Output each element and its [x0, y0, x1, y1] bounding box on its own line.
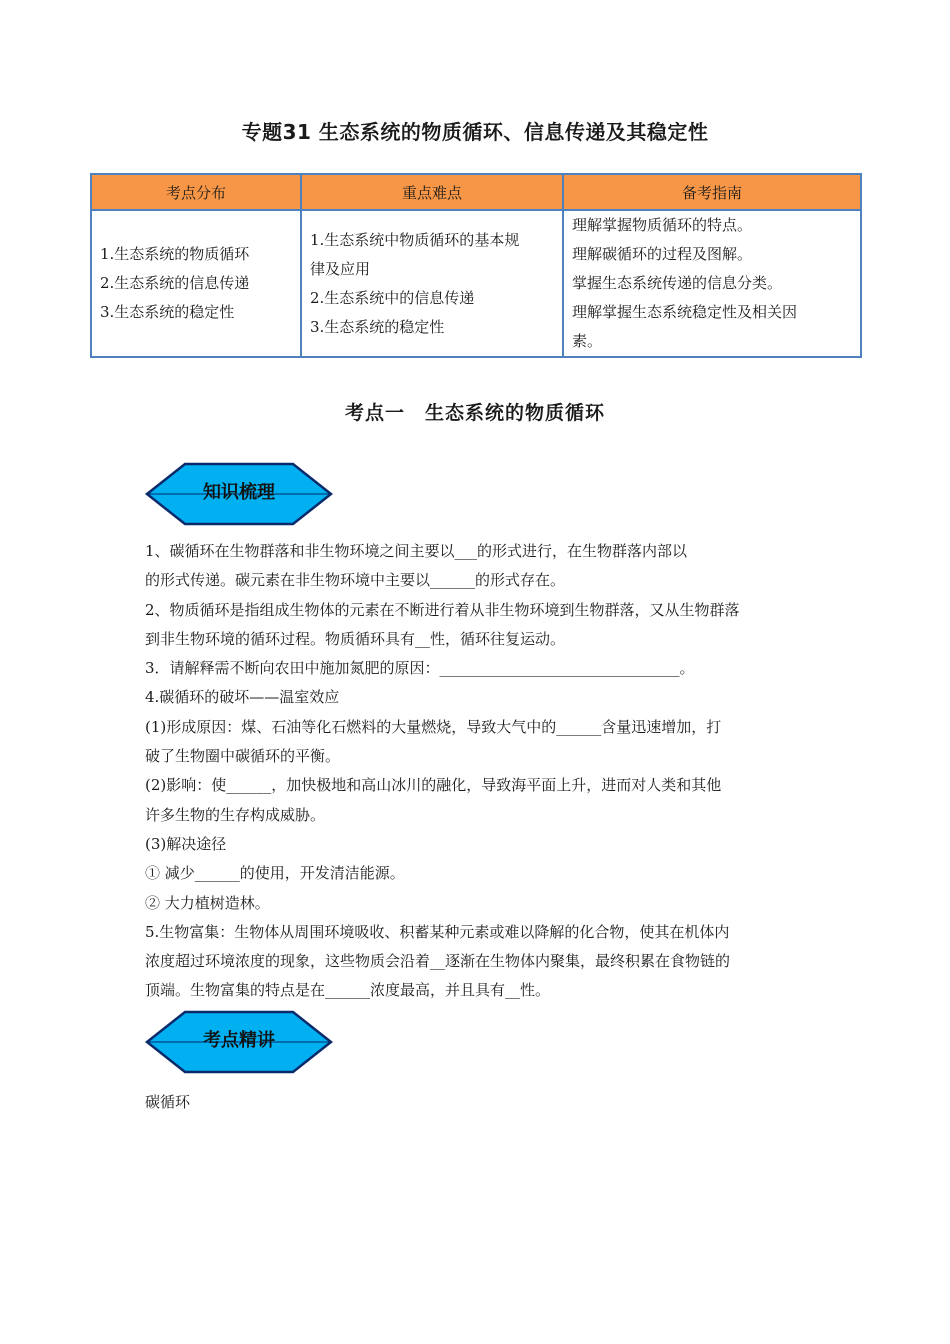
list-item: 3.生态系统的稳定性: [100, 303, 235, 321]
page-title: 专题31 生态系统的物质循环、信息传递及其稳定性: [241, 120, 709, 144]
text-line: 顶端。生物富集的特点是在______浓度最高，并且具有__性。: [145, 981, 551, 1000]
list-item: 2.生态系统中的信息传递: [310, 288, 475, 307]
header-key-difficulties: 重点难点: [301, 174, 563, 210]
text-line: (2)影响：使______，加快极地和高山冰川的融化，导致海平面上升，进而对人类和其他: [145, 776, 722, 795]
cell-distribution: [91, 210, 301, 357]
list-item: 1.生态系统中物质循环的基本规: [310, 230, 520, 249]
text-line: 2、物质循环是指组成生物体的元素在不断进行着从非生物环境到生物群落，又从生物群落: [145, 600, 740, 619]
text-line: (1)形成原因：煤、石油等化石燃料的大量燃烧，导致大气中的______含量迅速增加，打: [145, 717, 722, 736]
text-line: 浓度超过环境浓度的现象，这些物质会沿着__逐渐在生物体内聚集，最终积累在食物链的: [145, 952, 731, 971]
badge-label: 考点精讲: [203, 1030, 275, 1051]
text-line: 到非生物环境的循环过程。物质循环具有__性，循环往复运动。: [145, 629, 566, 648]
list-item: 2.生态系统的信息传递: [100, 274, 250, 292]
text-line: 许多生物的生存构成威胁。: [145, 805, 326, 824]
text-line: 3．请解释需不断向农田中施加氮肥的原因：________________________________。: [145, 659, 695, 678]
section-title: 考点一 生态系统的物质循环: [344, 402, 605, 424]
list-item: 3.生态系统的稳定性: [310, 317, 445, 336]
carbon-cycle-heading: 碳循环: [145, 1093, 191, 1111]
table-row: [91, 210, 861, 357]
list-item: 理解掌握生态系统稳定性及相关因: [572, 303, 798, 321]
text-line: (3)解决途径: [145, 834, 227, 853]
knowledge-badge: [145, 460, 333, 528]
text-line: ① 减少______的使用，开发清洁能源。: [145, 864, 405, 883]
text-line: 的形式传递。碳元素在非生物环境中主要以______的形式存在。: [145, 571, 566, 590]
list-item: 理解碳循环的过程及图解。: [572, 245, 753, 263]
list-item: 掌握生态系统传递的信息分类。: [572, 274, 783, 292]
list-item: 律及应用: [310, 259, 371, 278]
text-line: 5.生物富集：生物体从周围环境吸收、积蓄某种元素或难以降解的化合物，使其在机体内: [145, 922, 730, 941]
list-item: 素。: [572, 332, 603, 350]
lecture-badge: [145, 1008, 333, 1076]
text-line: ② 大力植树造林。: [145, 893, 270, 912]
text-line: 1、碳循环在生物群落和非生物环境之间主要以___的形式进行，在生物群落内部以: [145, 542, 688, 560]
table-header-row: [91, 174, 861, 210]
exam-guide-table: [90, 173, 862, 358]
knowledge-content: [145, 537, 810, 1006]
text-line: 破了生物圈中碳循环的平衡。: [145, 747, 341, 766]
badge-label: 知识梳理: [203, 482, 275, 503]
header-study-guide: 备考指南: [563, 174, 861, 210]
list-item: 理解掌握物质循环的特点。: [572, 216, 753, 234]
cell-key-difficulties: [301, 210, 563, 357]
text-line: 4.碳循环的破坏——温室效应: [145, 688, 340, 707]
header-distribution: 考点分布: [91, 174, 301, 210]
cell-study-guide: [563, 210, 861, 357]
list-item: 1.生态系统的物质循环: [100, 245, 250, 263]
